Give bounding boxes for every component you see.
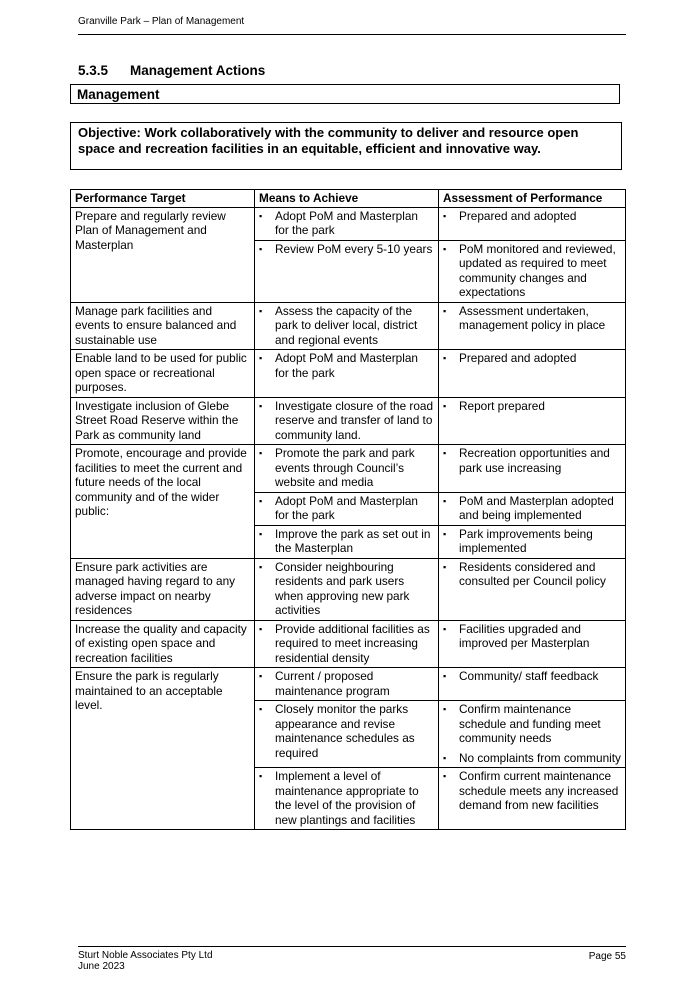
bullet-item [259,702,434,760]
bullet-item [443,351,621,366]
assessment-cell [439,492,626,525]
bullet-item [443,446,621,475]
bullet-icon: ▪ [443,448,447,458]
bullet-item [443,769,621,813]
bullet-text: Adopt PoM and Masterplan for the park [275,208,418,237]
bullet-icon: ▪ [443,305,447,316]
header-text: Granville Park – Plan of Management [78,16,245,27]
column-header-means-to-achieve: Means to Achieve [255,190,439,208]
bullet-text: Prepared and adopted [459,208,577,223]
page-footer [78,946,626,972]
bullet-text: Prepared and adopted [459,351,577,365]
table-row [71,445,626,493]
bullet-text: Report prepared [459,398,545,413]
bullet-icon: ▪ [443,623,447,634]
table-row [71,620,626,668]
bullet-text: Promote the park and park events through Council’s website and media [275,446,415,489]
bullet-icon: ▪ [259,528,263,539]
means-to-achieve-cell [255,620,439,668]
bullet-item [443,527,621,556]
performance-target-cell: Investigate inclusion of Glebe Street Road Reserve within the Park as community land [71,397,255,445]
management-box [70,84,620,104]
bullet-icon: ▪ [259,771,263,781]
bullet-item [443,751,621,766]
bullet-icon: ▪ [443,671,447,681]
means-to-achieve-cell [255,302,439,350]
bullet-text: Confirm current maintenance schedule meets any increased demand from new facilities [459,769,619,812]
bullet-icon: ▪ [443,528,447,539]
bullet-icon: ▪ [443,353,447,363]
assessment-cell [439,768,626,830]
bullet-item [259,304,434,348]
assessment-cell [439,701,626,768]
bullet-text: Consider neighbouring residents and park users when approving new park activities [275,559,410,617]
bullet-item [259,351,434,380]
bullet-icon: ▪ [443,400,447,411]
bullet-text: Facilities upgraded and improved per Masterplan [459,621,590,650]
bullet-icon: ▪ [259,671,263,681]
bullet-text: Current / proposed maintenance program [275,669,390,698]
performance-target-cell: Manage park facilities and events to ensure balanced and sustainable use [71,302,255,350]
bullet-item [259,446,434,490]
assessment-cell [439,207,626,240]
means-to-achieve-cell [255,558,439,620]
footer-company: Sturt Noble Associates Pty Ltd [78,950,213,961]
bullet-text: Improve the park as set out in the Masterplan [275,526,431,555]
bullet-item [443,242,621,300]
bullet-icon: ▪ [443,243,447,254]
management-actions-table [70,189,626,830]
bullet-text: Review PoM every 5-10 years [275,241,433,256]
section-title: Management Actions [130,63,266,78]
bullet-text: Adopt PoM and Masterplan for the park [275,493,418,522]
bullet-icon: ▪ [259,561,263,572]
page-header [78,16,626,35]
bullet-text: Adopt PoM and Masterplan for the park [275,351,418,380]
bullet-text: Recreation opportunities and park use increasing [459,446,610,475]
management-label: Management [77,87,160,102]
bullet-icon: ▪ [259,704,263,714]
bullet-text: Community/ staff feedback [459,669,599,683]
bullet-icon: ▪ [443,704,447,714]
bullet-icon: ▪ [259,623,263,634]
table-row [71,397,626,445]
section-heading [78,63,265,78]
bullet-item [443,494,621,523]
assessment-cell [439,668,626,701]
bullet-item [443,209,621,224]
means-to-achieve-cell [255,701,439,768]
table-row [71,558,626,620]
bullet-text: PoM monitored and reviewed, updated as required to meet community changes and expectations [459,241,616,299]
bullet-item [443,702,621,746]
bullet-icon: ▪ [259,243,263,254]
bullet-item [259,242,434,257]
bullet-text: Implement a level of maintenance appropriate to the level of the provision of new plantings and facilities [275,769,419,827]
bullet-icon: ▪ [259,495,263,506]
assessment-cell [439,558,626,620]
bullet-text: Assessment undertaken, management policy in place [459,303,606,332]
bullet-text: Park improvements being implemented [459,526,593,555]
bullet-text: Residents considered and consulted per Council policy [459,559,606,588]
bullet-item [259,399,434,443]
performance-target-cell: Prepare and regularly review Plan of Management and Masterplan [71,207,255,302]
performance-target-cell: Increase the quality and capacity of existing open space and recreation facilities [71,620,255,668]
table-row [71,302,626,350]
footer-page-number: Page 55 [588,951,626,962]
bullet-item [259,209,434,238]
bullet-item [259,527,434,556]
bullet-item [443,304,621,333]
bullet-text: Confirm maintenance schedule and funding meet community needs [459,702,601,745]
column-header-assessment: Assessment of Performance [439,190,626,208]
objective-text: Objective: Work collaboratively with the community to deliver and resource open space and recreation facilities in an equitable, efficient and innovative way. [78,125,579,156]
assessment-cell [439,445,626,493]
bullet-icon: ▪ [443,495,447,506]
table-row [71,350,626,398]
bullet-icon: ▪ [443,561,447,572]
table-row [71,207,626,240]
bullet-text: PoM and Masterplan adopted and being implemented [459,493,614,522]
bullet-item [259,494,434,523]
bullet-text: Closely monitor the parks appearance and revise maintenance schedules as required [275,702,415,760]
means-to-achieve-cell [255,492,439,525]
assessment-cell [439,397,626,445]
bullet-icon: ▪ [259,305,263,316]
assessment-cell [439,525,626,558]
assessment-cell [439,302,626,350]
means-to-achieve-cell [255,207,439,240]
column-header-performance-target: Performance Target [71,190,255,208]
bullet-item [443,399,621,414]
bullet-icon: ▪ [259,448,263,458]
performance-target-cell: Enable land to be used for public open space or recreational purposes. [71,350,255,398]
assessment-cell [439,350,626,398]
bullet-icon: ▪ [259,353,263,363]
assessment-cell [439,240,626,302]
bullet-text: No complaints from community [459,750,621,765]
performance-target-cell: Ensure park activities are managed having regard to any adverse impact on nearby residences [71,558,255,620]
means-to-achieve-cell [255,397,439,445]
section-number: 5.3.5 [78,63,109,78]
bullet-item [443,669,621,684]
means-to-achieve-cell [255,350,439,398]
bullet-text: Investigate closure of the road reserve and transfer of land to community land. [275,398,434,442]
table-row [71,668,626,701]
bullet-item [443,560,621,589]
bullet-item [259,622,434,666]
bullet-icon: ▪ [259,400,263,411]
bullet-icon: ▪ [443,752,447,763]
table-body [71,207,626,830]
footer-date: June 2023 [78,961,125,972]
objective-box [70,122,622,170]
bullet-icon: ▪ [443,210,447,221]
bullet-item [259,560,434,618]
bullet-icon: ▪ [443,771,447,781]
means-to-achieve-cell [255,240,439,302]
bullet-text: Provide additional facilities as required to meet increasing residential density [275,621,430,665]
means-to-achieve-cell [255,525,439,558]
means-to-achieve-cell [255,768,439,830]
means-to-achieve-cell [255,445,439,493]
performance-target-cell: Ensure the park is regularly maintained to an acceptable level. [71,668,255,830]
table-header-row [71,190,626,208]
assessment-cell [439,620,626,668]
bullet-icon: ▪ [259,210,263,221]
performance-target-cell: Promote, encourage and provide facilities to meet the current and future needs of the local community and of the wider public: [71,445,255,559]
bullet-item [259,769,434,827]
bullet-text: Assess the capacity of the park to deliver local, district and regional events [275,303,418,347]
means-to-achieve-cell [255,668,439,701]
bullet-item [259,669,434,698]
bullet-item [443,622,621,651]
